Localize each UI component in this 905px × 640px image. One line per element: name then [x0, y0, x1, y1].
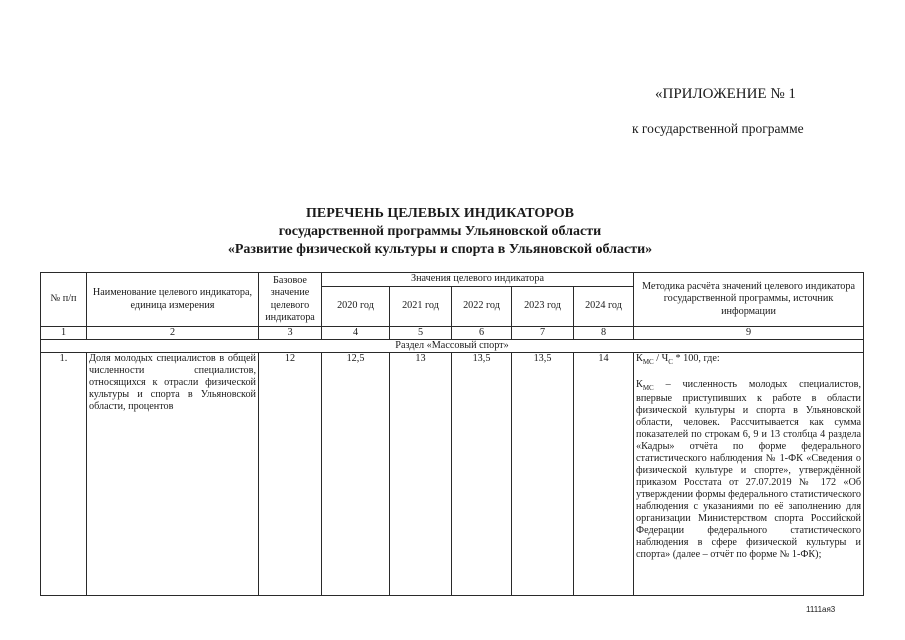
value-2023: 13,5 — [512, 353, 574, 596]
appendix-title: «ПРИЛОЖЕНИЕ № 1 — [655, 86, 796, 102]
column-number: 4 — [322, 327, 390, 340]
value-2022: 13,5 — [452, 353, 512, 596]
document-title-line3: «Развитие физической культуры и спорта в Ульяновской области» — [227, 242, 653, 257]
header-base-value: Базовое значение целевого индикатора — [259, 273, 322, 327]
column-number: 1 — [41, 327, 87, 340]
indicators-table — [40, 272, 864, 596]
indicator-name: Доля молодых специалистов в общей численности специалистов, относящихся к отрасли физической культуры и спорта в Ульяновской области, процентов — [87, 353, 259, 596]
column-number: 5 — [390, 327, 452, 340]
base-value: 12 — [259, 353, 322, 596]
section-heading: Раздел «Массовый спорт» — [41, 340, 864, 353]
column-number: 6 — [452, 327, 512, 340]
column-number: 3 — [259, 327, 322, 340]
method-description-cell — [634, 353, 864, 596]
header-year-2023: 2023 год — [512, 287, 574, 327]
column-number: 9 — [634, 327, 864, 340]
method-formula: $К_{МС} / Ч_С * 100$, где: — [636, 353, 720, 367]
header-year-2020: 2020 год — [322, 287, 390, 327]
table-row — [41, 353, 864, 596]
document-title-line2: государственной программы Ульяновской области — [278, 224, 602, 239]
row-number: 1. — [41, 353, 87, 596]
value-2024: 14 — [574, 353, 634, 596]
header-num: № п/п — [41, 273, 87, 327]
footer-code: 1111ая3 — [806, 605, 836, 614]
column-number: 7 — [512, 327, 574, 340]
column-number: 2 — [87, 327, 259, 340]
header-values-group: Значения целевого индикатора — [322, 273, 634, 287]
header-indicator-name: Наименование целевого индикатора, единица измерения — [87, 273, 259, 327]
header-year-2024: 2024 год — [574, 287, 634, 327]
method-definition: $К_{МС}$ – численность молодых специалистов, впервые приступивших к работе в области физической культуры и спорта в Ульяновской области, человек. Рассчитывается как сумма показателей по строкам 6, 9 и 13 столбца 4 раздела «Кадры» отчёта по форме федерального статистического наблюдения № 1-ФК «Сведения о физической культуре и спорте», утверждённой приказом Росстата от 27.07.2019 № 172 «Об утверждении формы федерального статистического наблюдения с указаниями по её заполнению для организации Министерством спорта Российской Федерации федерального статистического наблюдения в сфере физической культуры и спорта» (далее – отчёт по форме № 1-ФК); — [636, 379, 862, 561]
header-method: Методика расчёта значений целевого индикатора государственной программы, источник информации — [634, 273, 864, 327]
column-number: 8 — [574, 327, 634, 340]
appendix-subtitle: к государственной программе — [632, 121, 804, 136]
header-year-2022: 2022 год — [452, 287, 512, 327]
document-title: ПЕРЕЧЕНЬ ЦЕЛЕВЫХ ИНДИКАТОРОВ — [306, 206, 574, 221]
value-2020: 12,5 — [322, 353, 390, 596]
value-2021: 13 — [390, 353, 452, 596]
header-year-2021: 2021 год — [390, 287, 452, 327]
